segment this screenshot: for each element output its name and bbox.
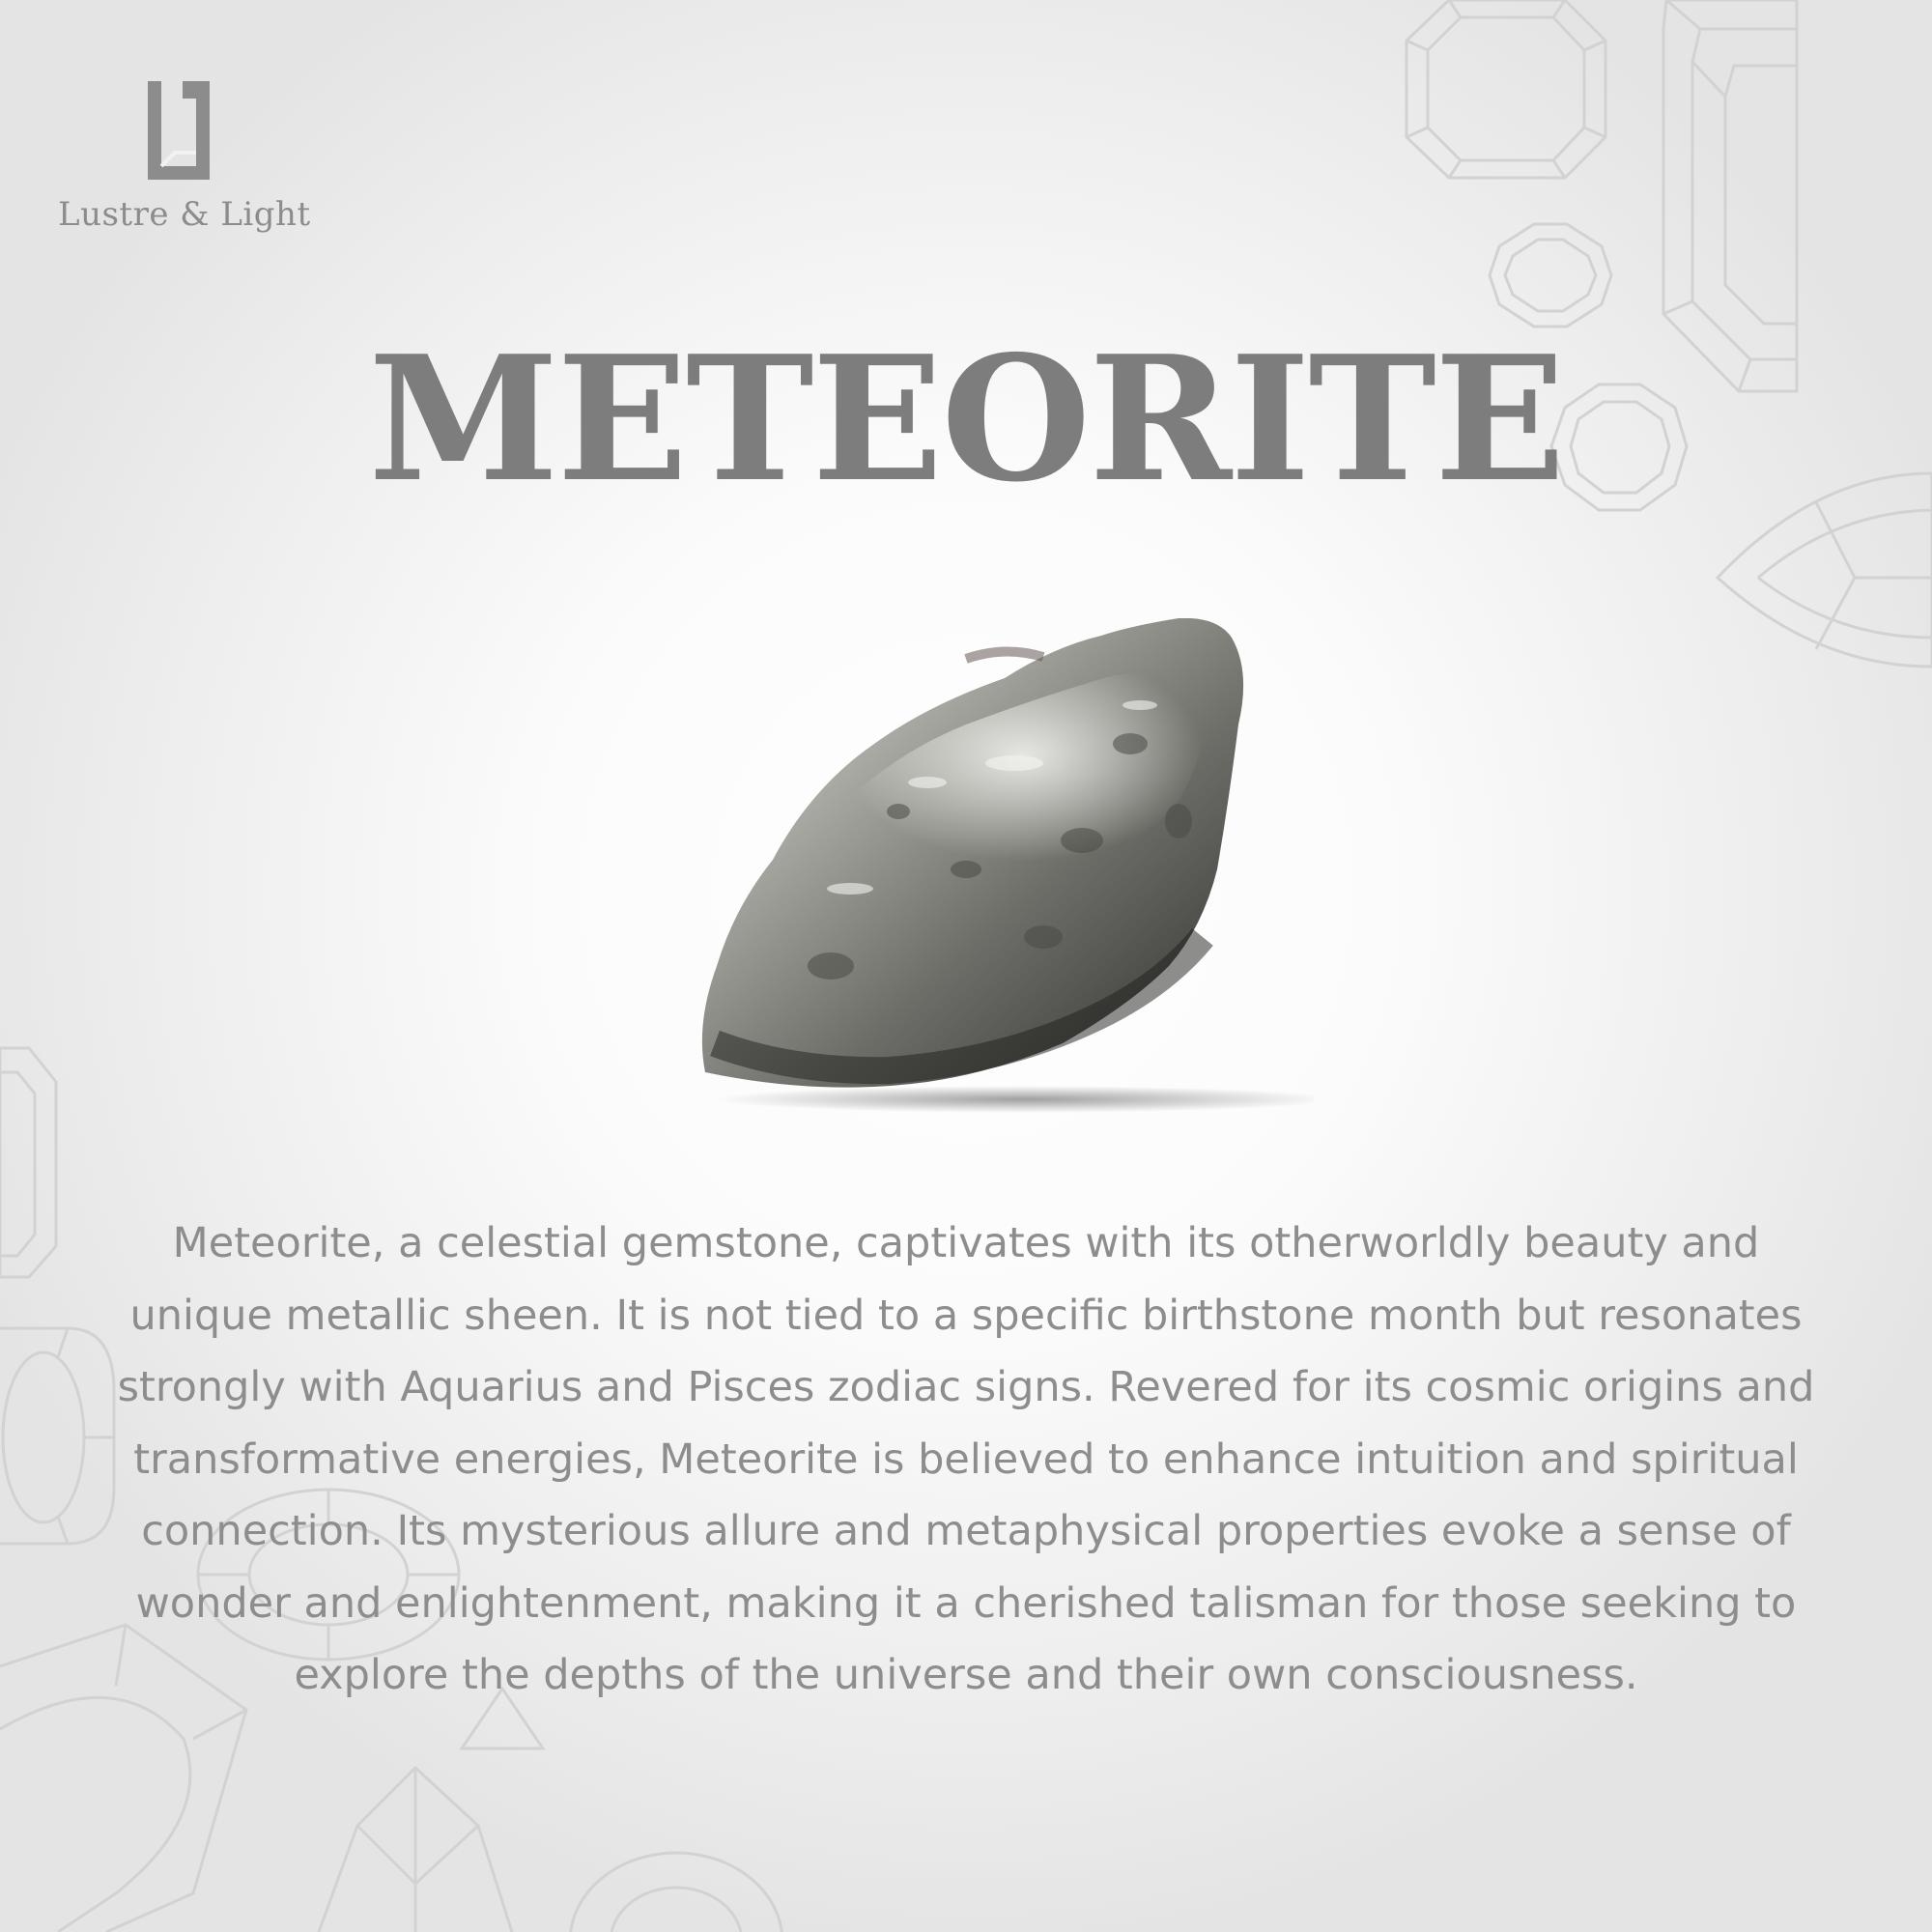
round-brilliant-gem-icon <box>319 1768 512 1932</box>
brand-block <box>58 77 311 234</box>
cushion-gem-icon <box>0 1328 114 1544</box>
page-title: METEORITE <box>368 318 1564 520</box>
square-bracket-logo-icon <box>140 77 217 185</box>
meteorite-stone-image <box>676 618 1314 1121</box>
brand-name: Lustre & Light <box>58 195 311 234</box>
octagon-gem-icon <box>1406 0 1605 178</box>
emerald-cut-gem-icon <box>0 1048 56 1277</box>
oval-gem-icon <box>570 1853 782 1932</box>
round-gem-icon <box>1490 224 1611 327</box>
gemstone-description: Meteorite, a celestial gemstone, captivates with its otherworldly beauty and unique metallic sheen. It is not tied to a specific birthstone month but resonates strongly with Aquarius and Pisces zodiac signs. Revered for its cosmic origins and transformative energies, Meteorite is believed to enhance intuition and spiritual connection. Its mysterious allure and metaphysical properties evoke a sense of wonder and enlightenment, making it a cherished talisman for those seeking to explore the depths of the universe and their own consciousness. <box>117 1219 1815 1699</box>
